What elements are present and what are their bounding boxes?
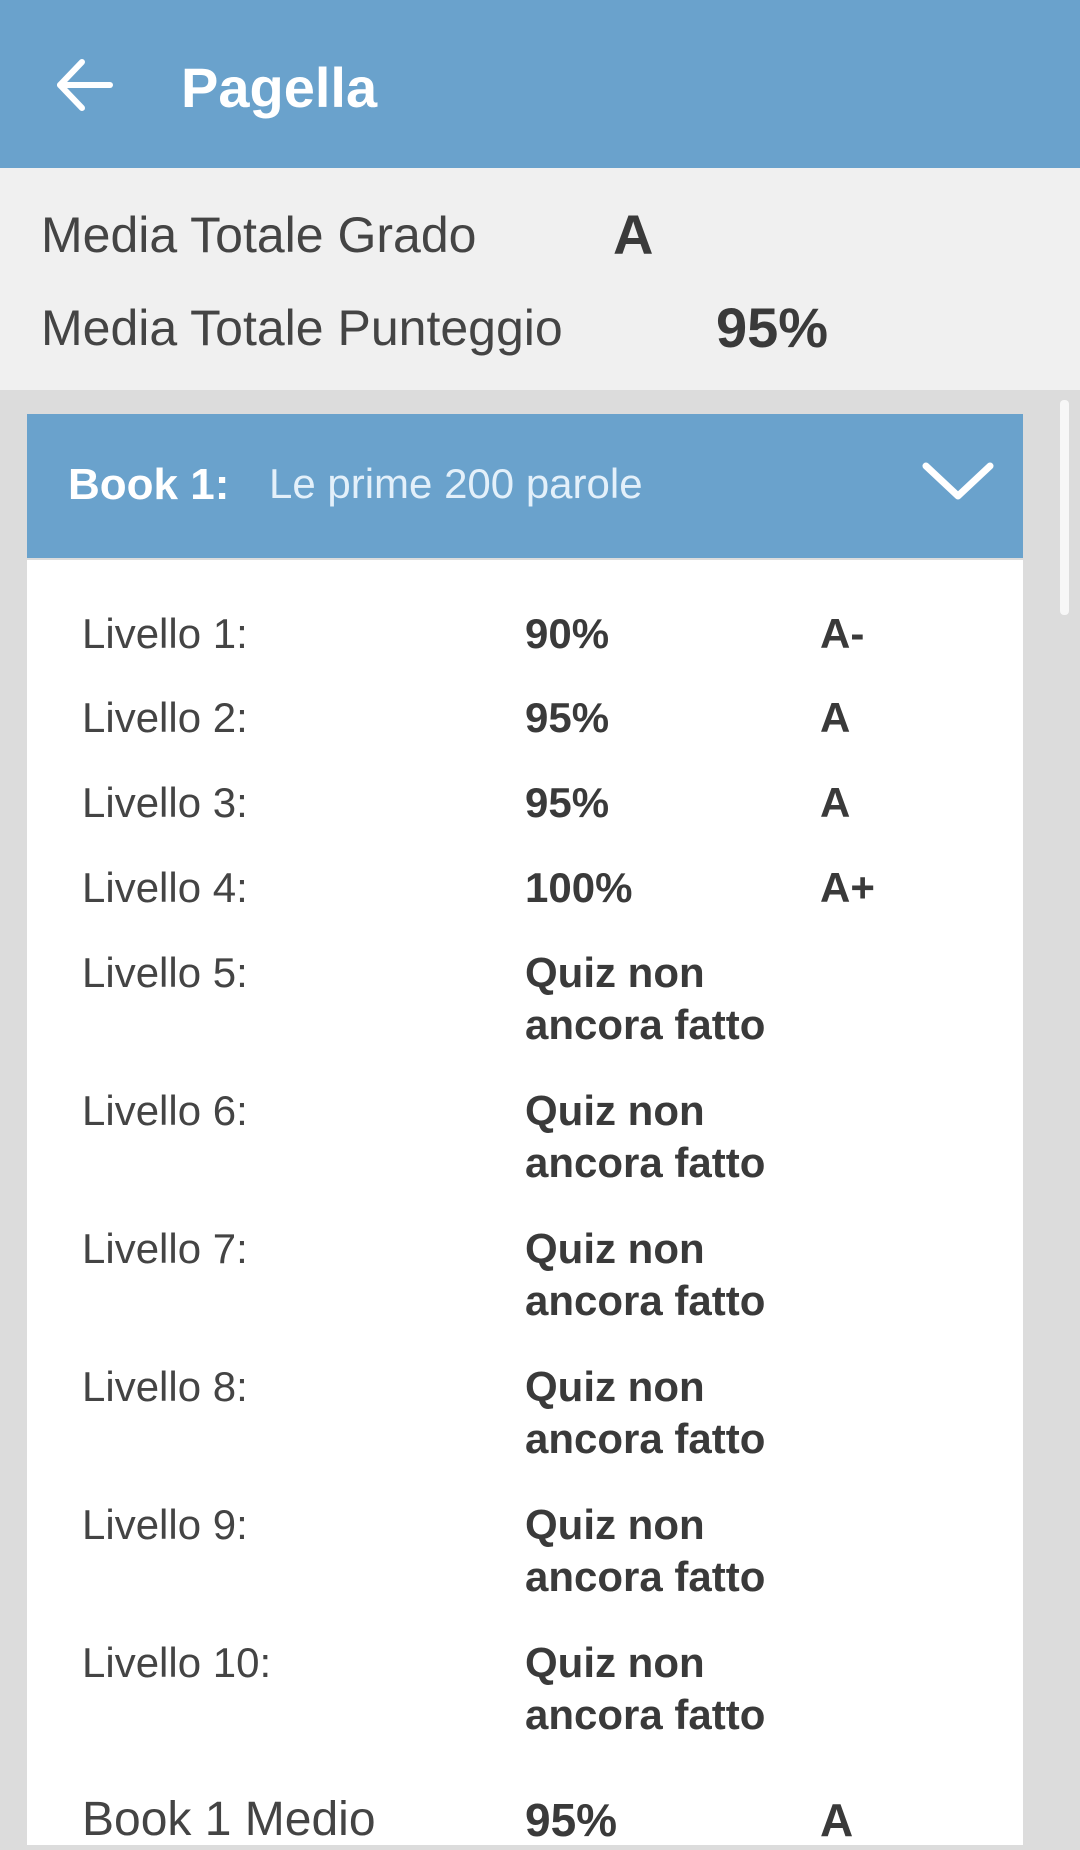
level-label: Livello 1:	[82, 610, 248, 657]
level-score: 100%	[525, 864, 633, 911]
total-score-label: Media Totale Punteggio	[41, 300, 563, 356]
book-label: Book 1:	[68, 460, 230, 509]
app-bar	[0, 0, 1080, 168]
level-score: 95%	[525, 694, 610, 741]
level-label: Livello 3:	[82, 779, 248, 826]
level-grade: A-	[820, 610, 865, 657]
level-label: Livello 4:	[82, 864, 248, 911]
chevron-down-icon[interactable]	[920, 456, 996, 508]
book-name: Le prime 200 parole	[269, 460, 643, 507]
level-grade: A	[820, 779, 851, 826]
level-score: Quiz non ancora fatto	[525, 1363, 766, 1462]
level-label: Livello 7:	[82, 1225, 248, 1272]
total-grade-value: A	[613, 203, 654, 266]
book-average-label: Book 1 Medio	[82, 1793, 376, 1846]
book-average-grade: A	[820, 1794, 854, 1846]
level-label: Livello 2:	[82, 694, 248, 741]
level-score: Quiz non ancora fatto	[525, 1501, 766, 1600]
arrow-left-icon[interactable]	[50, 50, 120, 120]
level-grade: A+	[820, 864, 875, 911]
level-score: Quiz non ancora fatto	[525, 1639, 766, 1738]
level-grade: A	[820, 694, 851, 741]
level-label: Livello 6:	[82, 1087, 248, 1134]
level-label: Livello 9:	[82, 1501, 248, 1548]
level-label: Livello 10:	[82, 1639, 272, 1686]
level-score: Quiz non ancora fatto	[525, 1225, 766, 1324]
level-label: Livello 8:	[82, 1363, 248, 1410]
book-average-score: 95%	[525, 1794, 618, 1846]
page-title: Pagella	[181, 56, 378, 119]
scrollbar[interactable]	[1060, 400, 1069, 615]
level-label: Livello 5:	[82, 949, 248, 996]
total-grade-label: Media Totale Grado	[41, 207, 477, 263]
total-score-value: 95%	[716, 296, 829, 359]
level-score: 90%	[525, 610, 610, 657]
level-score: Quiz non ancora fatto	[525, 1087, 766, 1186]
level-score: 95%	[525, 779, 610, 826]
level-score: Quiz non ancora fatto	[525, 949, 766, 1048]
